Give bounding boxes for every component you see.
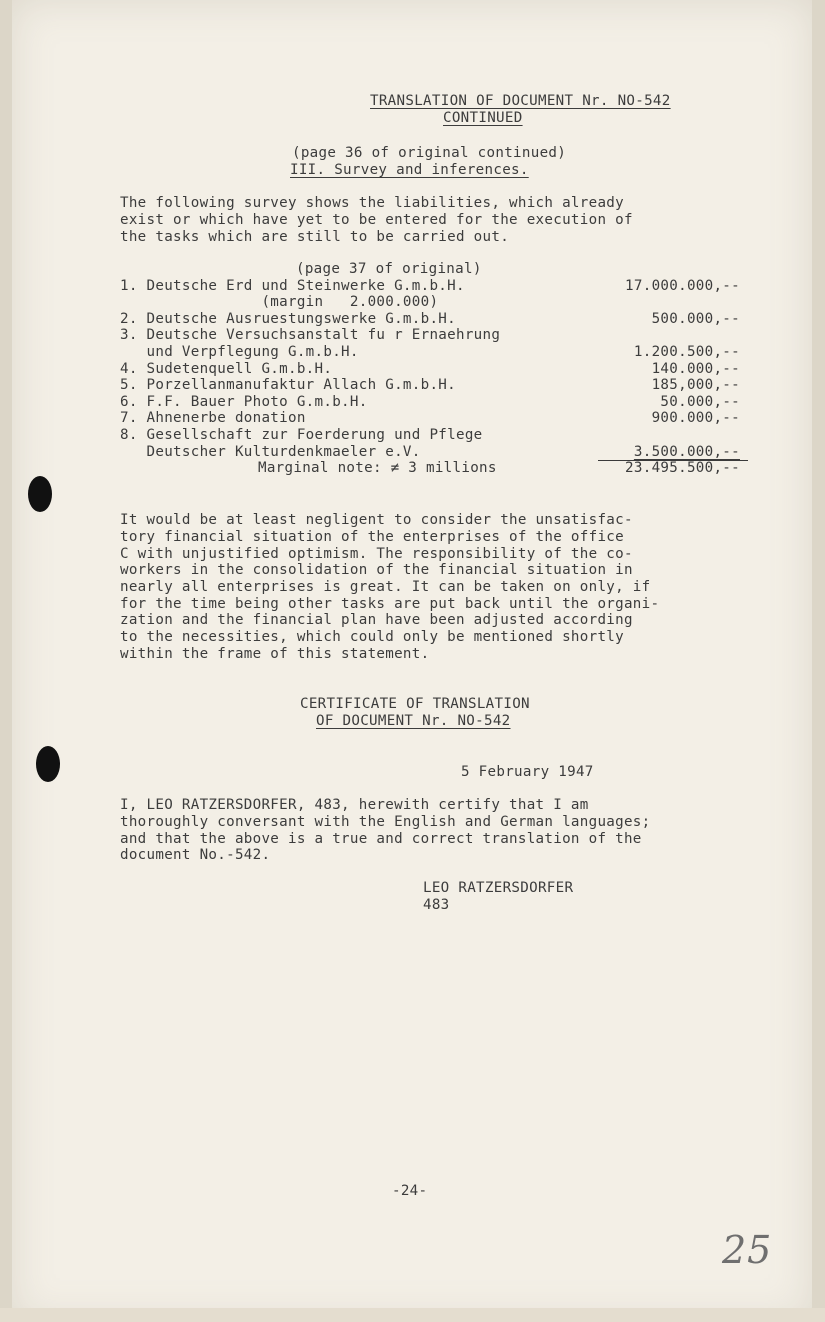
intro-line: The following survey shows the liabilities, which already <box>120 195 624 211</box>
signer-name: LEO RATZERSDORFER <box>423 880 574 896</box>
section-title: III. Survey and inferences. <box>290 162 529 178</box>
table-row-label: 3. Deutsche Versuchsanstalt fu r Ernaehrung <box>120 327 501 343</box>
document-header-continued: CONTINUED <box>443 110 523 126</box>
signer-id: 483 <box>423 897 450 913</box>
table-row-amount: 1.200.500,-- <box>633 344 740 360</box>
table-row-label: (margin 2.000.000) <box>120 294 439 310</box>
certificate-date: 5 February 1947 <box>461 764 594 780</box>
table-row-label: 1. Deutsche Erd und Steinwerke G.m.b.H. <box>120 278 465 294</box>
table-row-label: 7. Ahnenerbe donation <box>120 410 306 426</box>
table-row-label: 8. Gesellschaft zur Foerderung und Pflege <box>120 427 483 443</box>
table-row-label: 5. Porzellanmanufaktur Allach G.m.b.H. <box>120 377 456 393</box>
paragraph-line: It would be at least negligent to consider the unsatisfac- <box>120 512 633 528</box>
page-note-37: (page 37 of original) <box>296 261 482 277</box>
document-header-title: TRANSLATION OF DOCUMENT Nr. NO-542 <box>370 93 671 109</box>
page-note-36: (page 36 of original continued) <box>292 145 567 161</box>
intro-line: the tasks which are still to be carried out. <box>120 229 510 245</box>
table-row-label: und Verpflegung G.m.b.H. <box>120 344 359 360</box>
table-row-amount: 185,000,-- <box>651 377 740 393</box>
page-edge <box>0 1308 825 1322</box>
table-row-label: 4. Sudetenquell G.m.b.H. <box>120 361 333 377</box>
table-row-label: 6. F.F. Bauer Photo G.m.b.H. <box>120 394 368 410</box>
certificate-line: and that the above is a true and correct translation of the <box>120 831 642 847</box>
paragraph-line: within the frame of this statement. <box>120 646 430 662</box>
table-row-amount: 900.000,-- <box>651 410 740 426</box>
table-row-amount: 50.000,-- <box>660 394 740 410</box>
punch-hole-top <box>28 476 52 512</box>
paragraph-line: for the time being other tasks are put back until the organi- <box>120 596 660 612</box>
page-number: -24- <box>392 1183 428 1199</box>
table-row-amount: 500.000,-- <box>651 311 740 327</box>
table-row-label: Deutscher Kulturdenkmaeler e.V. <box>120 444 421 460</box>
punch-hole-bottom <box>36 746 60 782</box>
paragraph-line: workers in the consolidation of the financial situation in <box>120 562 633 578</box>
intro-line: exist or which have yet to be entered for the execution of <box>120 212 633 228</box>
table-total-amount: 23.495.500,-- <box>625 460 740 476</box>
certificate-line: thoroughly conversant with the English and German languages; <box>120 814 651 830</box>
certificate-document-ref: OF DOCUMENT Nr. NO-542 <box>316 713 511 729</box>
table-row-amount: 3.500.000,-- <box>633 444 740 460</box>
certificate-line: I, LEO RATZERSDORFER, 483, herewith certify that I am <box>120 797 589 813</box>
paragraph-line: zation and the financial plan have been adjusted according <box>120 612 633 628</box>
table-row-amount: 17.000.000,-- <box>625 278 740 294</box>
paragraph-line: to the necessities, which could only be mentioned shortly <box>120 629 624 645</box>
paragraph-line: nearly all enterprises is great. It can be taken on only, if <box>120 579 651 595</box>
paragraph-line: C with unjustified optimism. The responsibility of the co- <box>120 546 633 562</box>
marginal-note: Marginal note: ≠ 3 millions <box>258 460 497 476</box>
certificate-line: document No.-542. <box>120 847 271 863</box>
certificate-title: CERTIFICATE OF TRANSLATION <box>300 696 530 712</box>
pencil-page-number: 25 <box>722 1228 773 1272</box>
paragraph-line: tory financial situation of the enterprises of the office <box>120 529 624 545</box>
table-row-label: 2. Deutsche Ausruestungswerke G.m.b.H. <box>120 311 456 327</box>
table-row-amount: 140.000,-- <box>651 361 740 377</box>
